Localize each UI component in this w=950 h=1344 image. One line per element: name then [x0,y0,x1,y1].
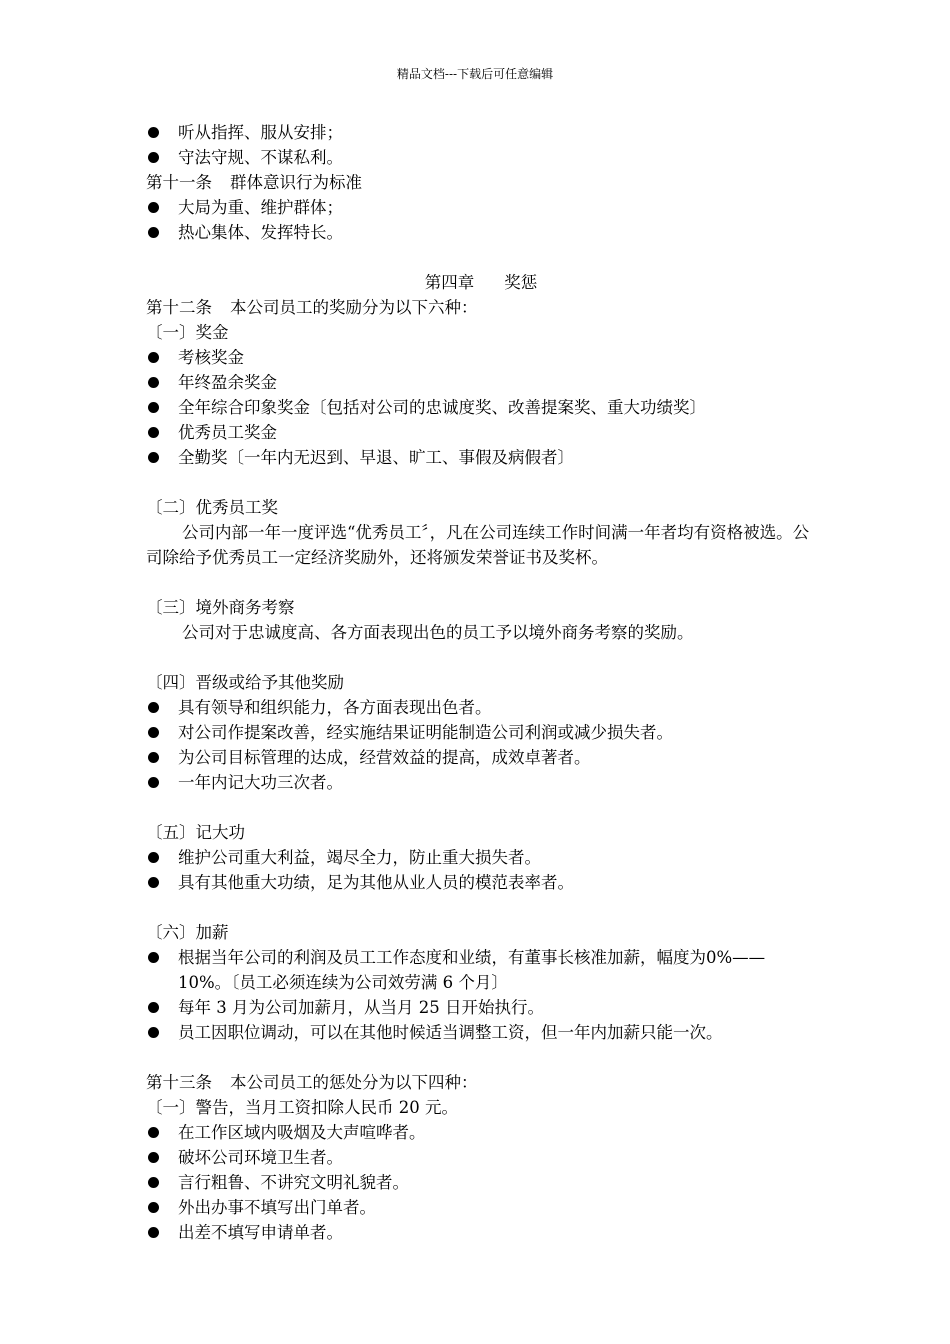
article-11-heading: 第十一条 群体意识行为标准 [146,173,362,192]
bullet-icon [148,877,159,888]
bullet-icon [148,427,159,438]
list-item: 每年 3 月为公司加薪月，从当月 25 日开始执行。 [146,995,816,1020]
list-item: 守法守规、不谋私利。 [146,145,816,170]
bullet-icon [148,1202,159,1213]
bullet-icon [148,402,159,413]
list-item: 出差不填写申请单者。 [146,1220,816,1245]
bullet-icon [148,777,159,788]
section-title: 〔三〕境外商务考察 [146,598,295,617]
list-item: 言行粗鲁、不讲究文明礼貌者。 [146,1170,816,1195]
bullet-icon [148,127,159,138]
bullet-icon [148,152,159,163]
section-title: 〔五〕记大功 [146,823,245,842]
bullet-icon [148,752,159,763]
list-item: 破坏公司环境卫生者。 [146,1145,816,1170]
bullet-icon [148,727,159,738]
list-item: 考核奖金 [146,345,816,370]
bullet-icon [148,1227,159,1238]
list-item: 为公司目标管理的达成，经营效益的提高，成效卓著者。 [146,745,816,770]
section-title: 〔一〕奖金 [146,323,229,342]
list-item: 具有领导和组织能力，各方面表现出色者。 [146,695,816,720]
bullet-icon [148,1152,159,1163]
bullet-icon [148,952,159,963]
list-item: 根据当年公司的利润及员工工作态度和业绩，有董事长核准加薪，幅度为0%——10%。〔员工必须连续为公司效劳满 6 个月〕 [146,945,816,995]
list-item: 年终盈余奖金 [146,370,816,395]
list-item: 大局为重、维护群体； [146,195,816,220]
list-item: 维护公司重大利益，竭尽全力，防止重大损失者。 [146,845,816,870]
list-item: 外出办事不填写出门单者。 [146,1195,816,1220]
list-item: 优秀员工奖金 [146,420,816,445]
list-item: 对公司作提案改善，经实施结果证明能制造公司利润或减少损失者。 [146,720,816,745]
bullet-icon [148,202,159,213]
paragraph: 公司内部一年一度评选“优秀员工〞，凡在公司连续工作时间满一年者均有资格被选。公司除给予优秀员工一定经济奖励外，还将颁发荣誉证书及奖杯。 [146,523,810,567]
list-item: 在工作区域内吸烟及大声喧哗者。 [146,1120,816,1145]
article-12-heading: 第十二条 本公司员工的奖励分为以下六种： [146,298,478,317]
chapter-heading: 第四章 奖惩 [424,273,538,292]
list-item: 具有其他重大功绩，足为其他从业人员的模范表率者。 [146,870,816,895]
bullet-icon [148,1177,159,1188]
paragraph: 公司对于忠诚度高、各方面表现出色的员工予以境外商务考察的奖励。 [182,623,694,642]
section-title: 〔六〕加薪 [146,923,229,942]
bullet-icon [148,377,159,388]
list-item: 员工因职位调动，可以在其他时候适当调整工资，但一年内加薪只能一次。 [146,1020,816,1045]
bullet-icon [148,1002,159,1013]
bullet-icon [148,352,159,363]
bullet-icon [148,1027,159,1038]
section-title: 〔二〕优秀员工奖 [146,498,278,517]
section-title: 〔四〕晋级或给予其他奖励 [146,673,344,692]
bullet-icon [148,852,159,863]
bullet-icon [148,227,159,238]
list-item: 一年内记大功三次者。 [146,770,816,795]
bullet-icon [148,1127,159,1138]
list-item: 热心集体、发挥特长。 [146,220,816,245]
bullet-icon [148,452,159,463]
section-title: 〔一〕警告，当月工资扣除人民币 20 元。 [146,1098,458,1117]
list-item: 全勤奖〔一年内无迟到、早退、旷工、事假及病假者〕 [146,445,816,470]
page-header: 精品文档---下载后可任意编辑 [396,67,554,81]
bullet-icon [148,702,159,713]
list-item: 全年综合印象奖金〔包括对公司的忠诚度奖、改善提案奖、重大功绩奖〕 [146,395,816,420]
list-item: 听从指挥、服从安排； [146,120,816,145]
document-body [146,120,816,1245]
article-13-heading: 第十三条 本公司员工的惩处分为以下四种： [146,1073,478,1092]
